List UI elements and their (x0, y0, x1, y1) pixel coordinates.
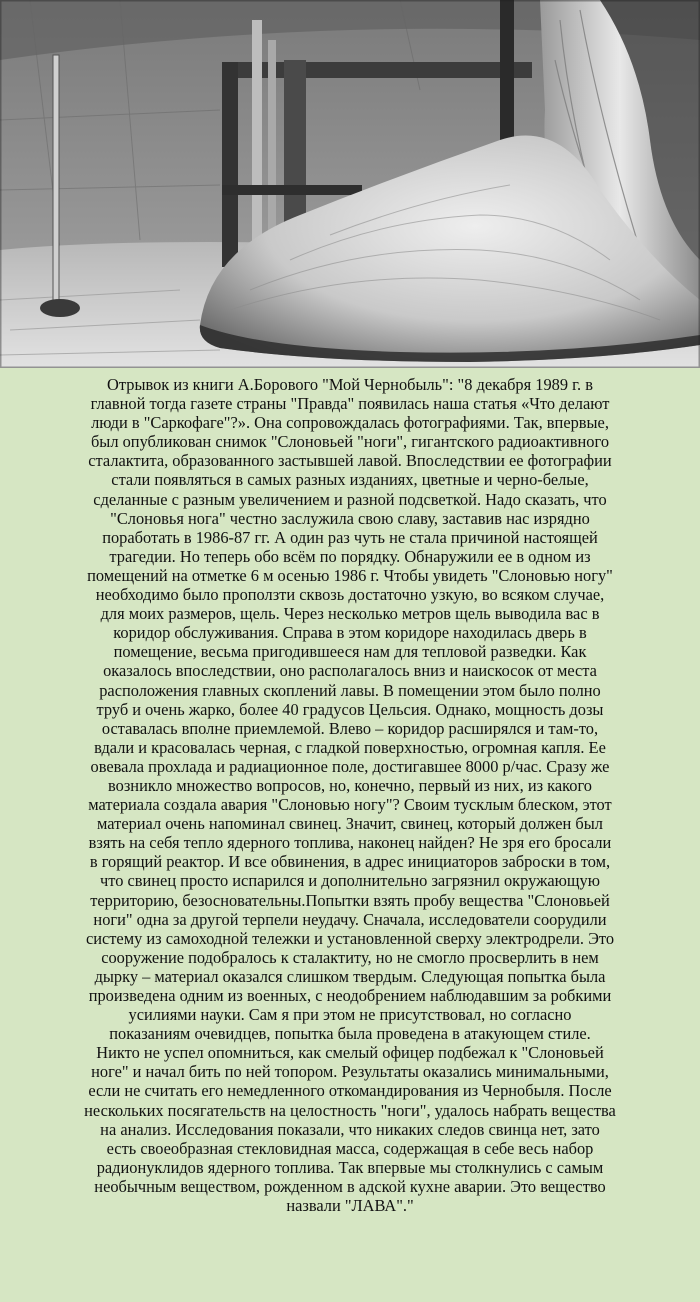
elephant-foot-photo (0, 0, 700, 368)
article-text: Отрывок из книги А.Борового "Мой Чернобыль": "8 декабря 1989 г. в главной тогда газете страны "Правда" появилась наша статья «Что делают люди в "Саркофаге"?». Она сопровождалась фотографиями. Так, впервые, был опубликован снимок "Слоновьей "ноги", гигантского радиоактивного сталактита, образованного застывшей лавой. Впоследствии ее фотографии стали появляться в самых разных изданиях, цветные и черно-белые, сделанные с разным увеличением и разной подсветкой. Надо сказать, что "Слоновья нога" честно заслужила свою славу, заставив нас изрядно поработать в 1986-87 гг. А один раз чуть не стала причиной настоящей трагедии. Но теперь обо всём по порядку. Обнаружили ее в одном из помещений на отметке 6 м осенью 1986 г. Чтобы увидеть "Слоновью ногу" необходимо было проползти сквозь достаточно узкую, во всяком случае, для моих размеров, щель. Через несколько метров щель выводила вас в коридор обслуживания. Справа в этом коридоре находилась дверь в помещение, весьма пригодившееся нам для тепловой разведки. Как оказалось впоследствии, оно располагалось вниз и наискосок от места расположения главных скоплений лавы. В помещении этом было полно труб и очень жарко, более 40 градусов Цельсия. Однако, мощность дозы оставалась вполне приемлемой. Влево – коридор расширялся и там-то, вдали и красовалась черная, с гладкой поверхностью, огромная капля. Ее овевала прохлада и радиационное поле, достигавшее 8000 р/час. Сразу же возникло множество вопросов, но, конечно, первый из них, из какого материала создала авария "Слоновью ногу"? Своим тусклым блеском, этот материал очень напоминал свинец. Значит, свинец, который должен был взять на себя тепло ядерного топлива, наконец найден? Не зря его бросали в горящий реактор. И все обвинения, в адрес инициаторов заброски в том, что свинец просто испарился и дополнительно загрязнил окружающую территорию, безосновательны.Попытки взять пробу вещества "Слоновьей ноги" одна за другой терпели неудачу. Сначала, исследователи соорудили систему из самоходной тележки и установленной сверху электродрели. Это сооружение подобралось к сталактиту, но не смогло просверлить в нем дырку – материал оказался слишком твердым. Следующая попытка была произведена одним из военных, с неодобрением наблюдавшим за робкими усилиями науки. Сам я при этом не присутствовал, но согласно показаниям очевидцев, попытка была проведена в атакующем стиле. Никто не успел опомниться, как смелый офицер подбежал к "Слоновьей ноге" и начал бить по ней топором. Результаты оказались минимальными, если не считать его немедленного откомандирования из Чернобыля. После нескольких посягательств на целостность "ноги", удалось набрать вещества на анализ. Исследования показали, что никаких следов свинца нет, зато есть своеобразная стекловидная масса, содержащая в себе весь набор радионуклидов ядерного топлива. Так впервые мы столкнулись с самым необычным веществом, рожденном в адской кухне аварии. Это вещество назвали "ЛАВА"." (84, 375, 616, 1216)
metal-pole (53, 55, 59, 305)
photo-illustration (0, 0, 700, 368)
